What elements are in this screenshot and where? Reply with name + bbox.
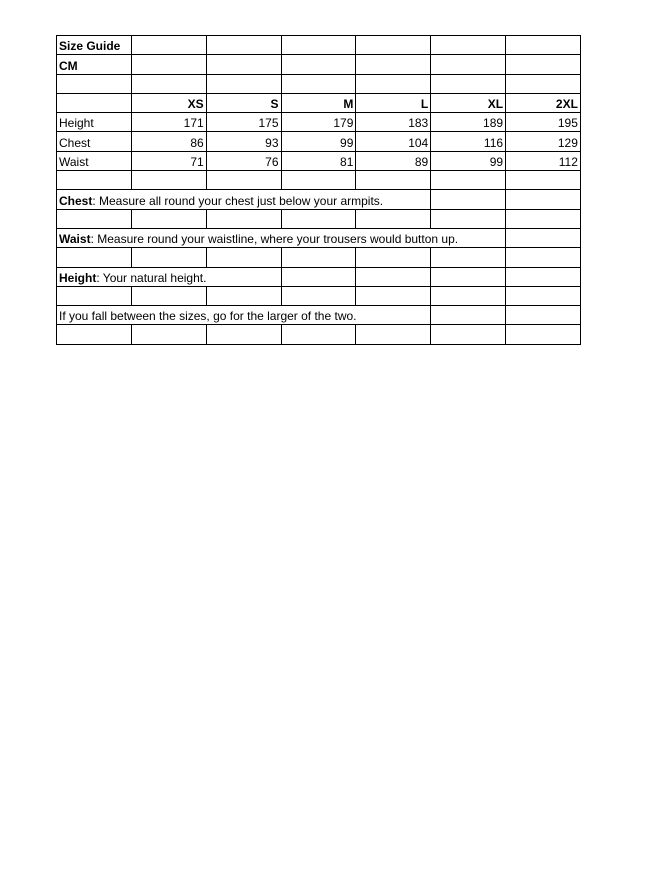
- cell-value: 195: [506, 113, 581, 132]
- waist-note-term: Waist: [59, 232, 91, 247]
- chest-note: [57, 190, 431, 209]
- cell-value: 189: [431, 113, 506, 132]
- size-header-l: L: [356, 93, 431, 112]
- cell-value: 86: [131, 132, 206, 151]
- cell-value: 183: [356, 113, 431, 132]
- cell-value: 112: [506, 151, 581, 170]
- size-guide-title: Size Guide: [57, 36, 132, 55]
- size-header-xl: XL: [431, 93, 506, 112]
- between-sizes-note: If you fall between the sizes, go for the larger of the two.: [57, 306, 431, 325]
- cell-value: 99: [431, 151, 506, 170]
- note-row-chest: [57, 190, 581, 209]
- size-header-row: [57, 93, 581, 112]
- table-row: [57, 113, 581, 132]
- size-guide-sheet: [56, 35, 580, 345]
- height-note-term: Height: [59, 270, 97, 285]
- size-guide-table: [56, 35, 581, 345]
- blank-row: [57, 209, 581, 228]
- cell-value: 81: [281, 151, 356, 170]
- title-row: [57, 36, 581, 55]
- cell-value: 104: [356, 132, 431, 151]
- cell-value: 99: [281, 132, 356, 151]
- cell-value: 71: [131, 151, 206, 170]
- cell-value: 171: [131, 113, 206, 132]
- chest-note-text: : Measure all round your chest just below your armpits.: [92, 193, 384, 208]
- cell-value: 129: [506, 132, 581, 151]
- table-row: [57, 132, 581, 151]
- blank-row: [57, 248, 581, 267]
- blank-row: [57, 171, 581, 190]
- height-note: [57, 267, 282, 286]
- cell-value: 89: [356, 151, 431, 170]
- table-row: [57, 151, 581, 170]
- row-label-waist: Waist: [57, 151, 132, 170]
- cell-value: 116: [431, 132, 506, 151]
- size-header-m: M: [281, 93, 356, 112]
- waist-note: [57, 228, 506, 247]
- size-header-xs: XS: [131, 93, 206, 112]
- blank-row: [57, 286, 581, 305]
- chest-note-term: Chest: [59, 193, 93, 208]
- cell-value: 179: [281, 113, 356, 132]
- note-row-waist: [57, 228, 581, 247]
- note-row-between: [57, 306, 581, 325]
- unit-row: [57, 55, 581, 74]
- waist-note-text: : Measure round your waistline, where your trousers would button up.: [90, 232, 459, 247]
- size-header-2xl: 2XL: [506, 93, 581, 112]
- cell-value: 76: [206, 151, 281, 170]
- note-row-height: [57, 267, 581, 286]
- size-header-s: S: [206, 93, 281, 112]
- cell-value: 175: [206, 113, 281, 132]
- row-label-height: Height: [57, 113, 132, 132]
- blank-row: [57, 325, 581, 344]
- height-note-text: : Your natural height.: [96, 270, 207, 285]
- blank-row: [57, 74, 581, 93]
- unit-label: CM: [57, 55, 132, 74]
- cell-value: 93: [206, 132, 281, 151]
- row-label-chest: Chest: [57, 132, 132, 151]
